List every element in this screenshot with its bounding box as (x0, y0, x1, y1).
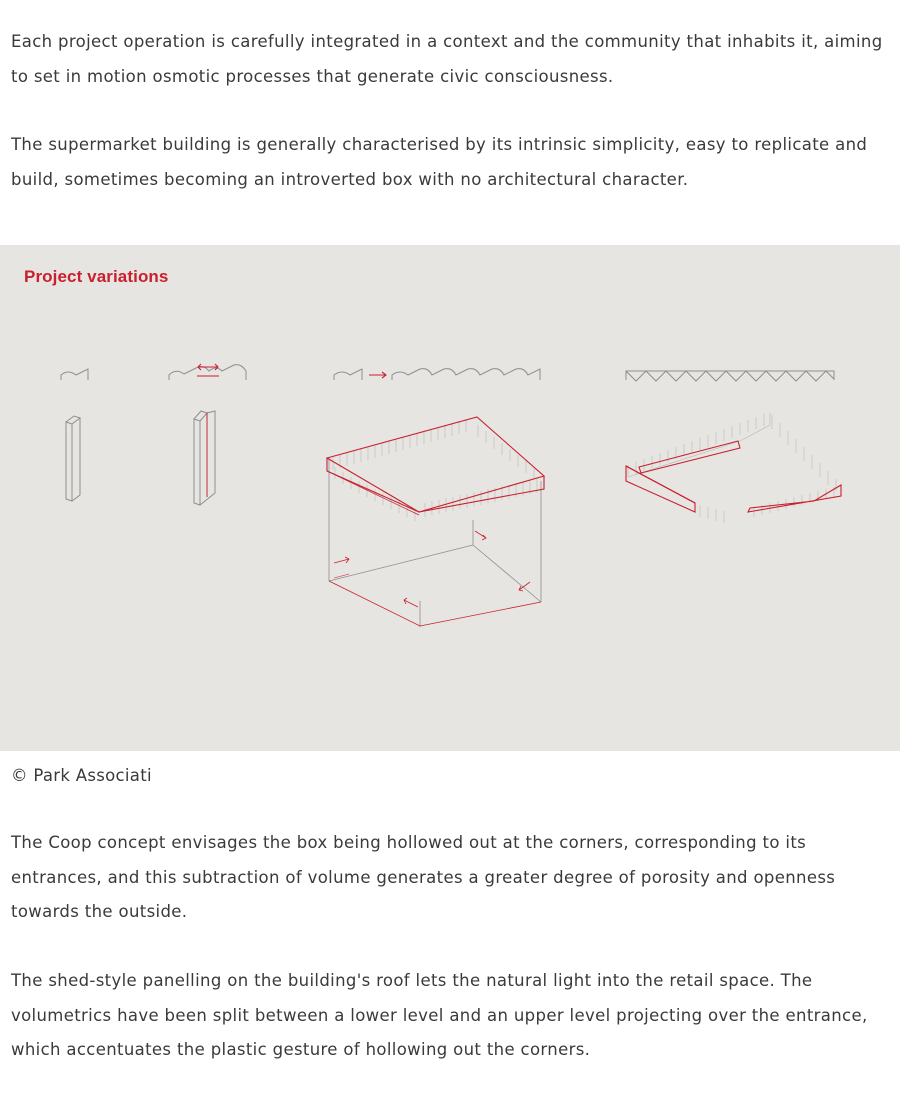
variation-4-profile (626, 371, 834, 381)
project-variations-figure (0, 245, 900, 751)
variation-3-floor (329, 531, 541, 626)
intro-paragraph: Each project operation is carefully integrated in a context and the community that inhabits it, aiming to set in motion osmotic processes that generate civic consciousness. (11, 32, 883, 86)
variation-3-box (329, 458, 541, 627)
variation-4-accents (626, 441, 841, 512)
variation-2-double-panel (169, 365, 246, 505)
variation-1-single-panel (61, 369, 88, 501)
variation-3-roof-frame (327, 417, 544, 515)
coop-concept-paragraph: The Coop concept envisages the box being hollowed out at the corners, corresponding to its entrances, and this subtraction of volume generates a greater degree of porosity and openness towards the outside. (11, 833, 836, 921)
variation-3-profile (334, 369, 540, 380)
shed-panelling-paragraph: The shed-style panelling on the building's roof lets the natural light into the retail space. The volumetrics have been split between a lower level and an upper level projecting over the entrance, which accentuates the plastic gesture of hollowing out the corners. (11, 971, 868, 1059)
figure-caption: © Park Associati (11, 766, 152, 785)
supermarket-paragraph: The supermarket building is generally characterised by its intrinsic simplicity, easy to replicate and build, sometimes becoming an introverted box with no architectural character. (11, 135, 868, 189)
variations-diagram (0, 245, 900, 751)
variation-3-roof-hatch (333, 419, 537, 521)
variation-3-arrow (369, 372, 386, 378)
figure-title: Project variations (24, 267, 169, 286)
